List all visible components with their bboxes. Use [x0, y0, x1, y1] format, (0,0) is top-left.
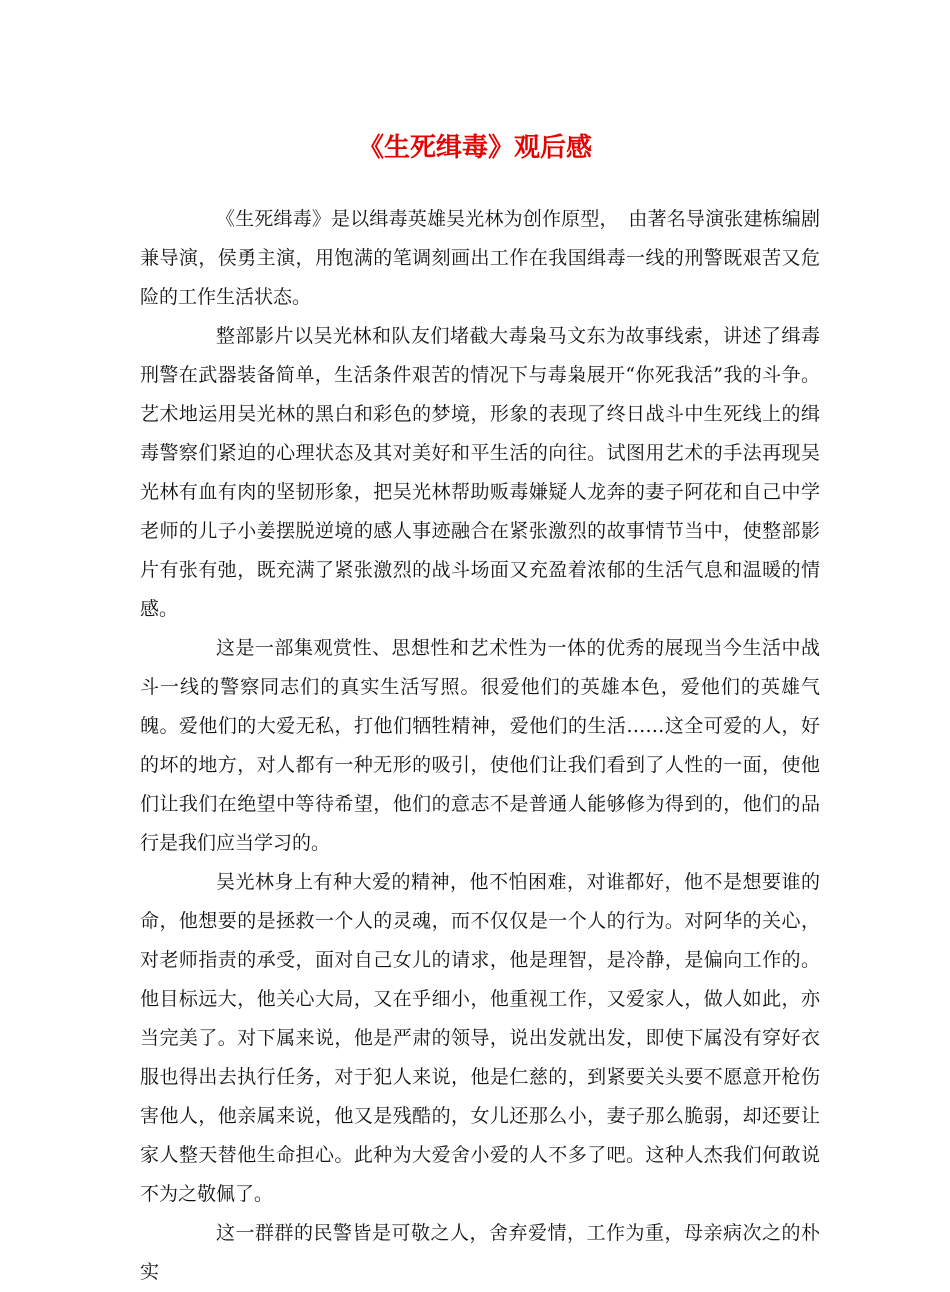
paragraph-1: 《生死缉毒》是以缉毒英雄吴光林为创作原型， 由著名导演张建栋编剧兼导演，侯勇主演，用饱满的笔调刻画出工作在我国缉毒一线的刑警既艰苦又危险的工作生活状态。: [140, 208, 820, 308]
paragraph-4: 吴光林身上有种大爱的精神，他不怕困难，对谁都好，他不是想要谁的命，他想要的是拯救一个人的灵魂，而不仅仅是一个人的行为。对阿华的关心，对老师指责的承受，面对自己女儿的请求，他是理智，是冷静，是偏向工作的。他目标远大，他关心大局，又在乎细小，他重视工作，又爱家人，做人如此，亦当完美了。对下属来说，他是严肃的领导，说出发就出发，即使下属没有穿好衣服也得出去执行任务，对于犯人来说，他是仁慈的，到紧要关头要不愿意开枪伤害他人，他亲属来说，他又是残酷的，女儿还那么小，妻子那么脆弱，却还要让家人整天替他生命担心。此种为大爱舍小爱的人不多了吧。这种人杰我们何敢说不为之敬佩了。: [140, 871, 820, 1205]
document-title: 《生死缉毒》观后感: [357, 133, 592, 163]
paragraph-2: 整部影片以吴光林和队友们堵截大毒枭马文东为故事线索，讲述了缉毒刑警在武器装备简单，生活条件艰苦的情况下与毒枭展开“你死我活”我的斗争。艺术地运用吴光林的黑白和彩色的梦境，形象的表现了终日战斗中生死线上的缉毒警察们紧迫的心理状态及其对美好和平生活的向往。试图用艺术的手法再现吴光林有血有肉的坚韧形象，把吴光林帮助贩毒嫌疑人龙奔的妻子阿花和自己中学老师的儿子小姜摆脱逆境的感人事迹融合在紧张激烈的故事情节当中，使整部影片有张有弛，既充满了紧张激烈的战斗场面又充盈着浓郁的生活气息和温暖的情感。: [140, 325, 820, 620]
paragraph-3: 这是一部集观赏性、思想性和艺术性为一体的优秀的展现当今生活中战斗一线的警察同志们的真实生活写照。很爱他们的英雄本色，爱他们的英雄气魄。爱他们的大爱无私，打他们牺牲精神，爱他们的生活……这全可爱的人，好的坏的地方，对人都有一种无形的吸引，使他们让我们看到了人性的一面，使他们让我们在绝望中等待希望，他们的意志不是普通人能够修为得到的，他们的品行是我们应当学习的。: [140, 637, 820, 854]
paragraph-5: 这一群群的民警皆是可敬之人，舍弃爱情，工作为重，母亲病次之的朴实: [140, 1222, 820, 1283]
document-body: [140, 200, 820, 1292]
